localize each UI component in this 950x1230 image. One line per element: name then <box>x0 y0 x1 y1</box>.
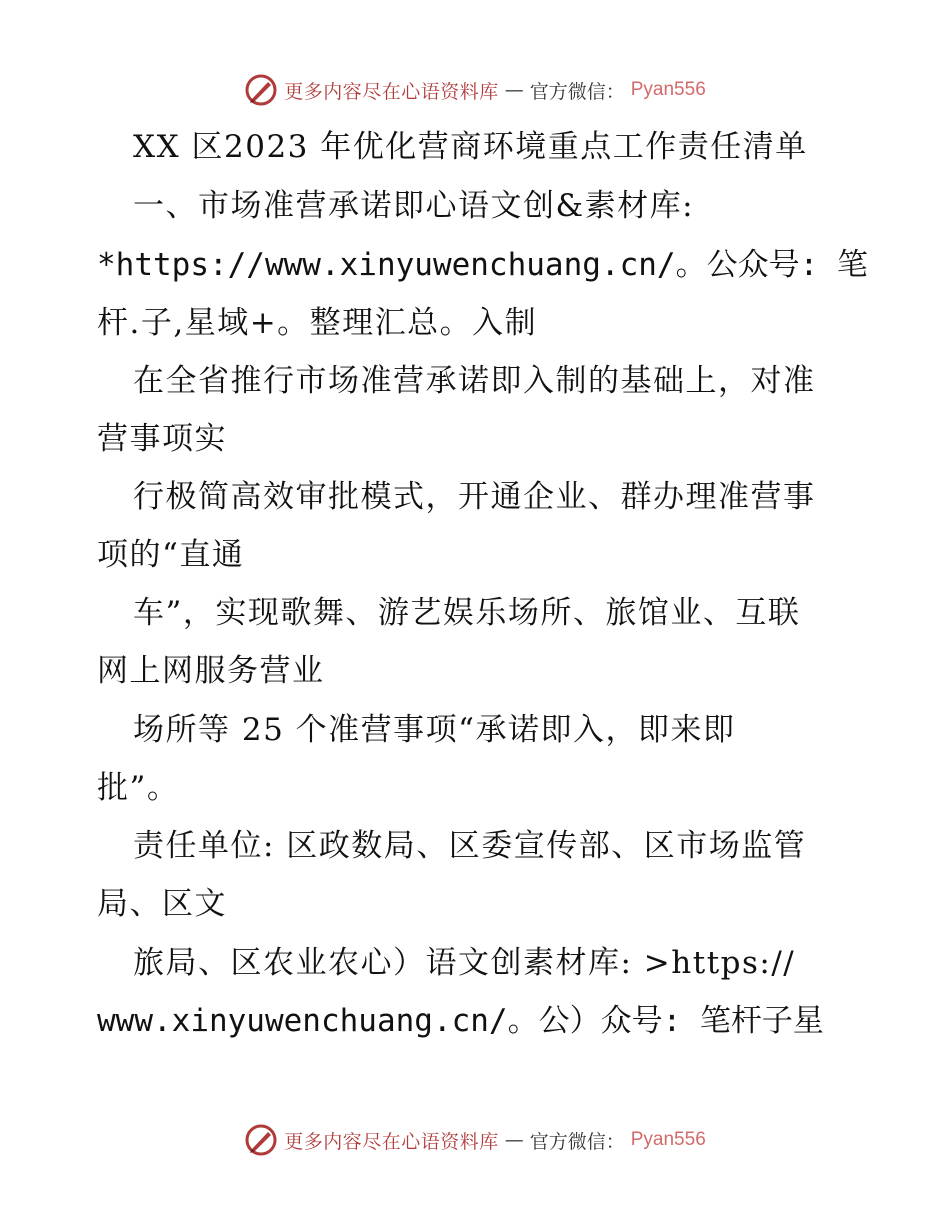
watermark-wechat-label: 官方微信： <box>529 1130 625 1153</box>
document-title: XX 区2023 年优化营商环境重点工作责任清单 <box>133 129 808 165</box>
text-line: 局、区文 <box>97 886 227 922</box>
watermark-text: 更多内容尽在心语资料库 <box>284 80 499 103</box>
text-line: 营事项实 <box>97 421 227 457</box>
text-line: 责任单位: 区政数局、区委宣传部、区市场监管 <box>133 828 807 864</box>
watermark-wechat-id: Pyan556 <box>630 1129 706 1150</box>
watermark-wechat-label: 官方微信： <box>529 80 625 103</box>
text-line: 一、市场准营承诺即心语文创&素材库: <box>133 188 695 224</box>
text-line: 杆.子,星域+。整理汇总。入制 <box>97 305 538 341</box>
text-line: *https://www.xinyuwenchuang.cn/。公众号: 笔 <box>97 247 868 283</box>
header-watermark <box>0 70 950 110</box>
text-line: 车”，实现歌舞、游艺娱乐场所、旅馆业、互联 <box>133 595 801 631</box>
text-line: 场所等 25 个准营事项“承诺即入，即来即 <box>133 712 736 748</box>
text-line: 行极简高效审批模式，开通企业、群办理准营事 <box>133 479 816 515</box>
watermark-dash: — <box>504 1129 524 1151</box>
pen-logo-icon <box>244 1123 278 1157</box>
text-line: 批”。 <box>97 770 180 806</box>
text-line: 项的“直通 <box>97 537 245 573</box>
watermark-dash: — <box>504 79 524 101</box>
watermark-text: 更多内容尽在心语资料库 <box>284 1130 499 1153</box>
text-line: 网上网服务营业 <box>97 653 325 689</box>
text-line: www.xinyuwenchuang.cn/。公）众号: 笔杆子星 <box>97 1003 824 1039</box>
pen-logo-icon <box>244 73 278 107</box>
watermark-wechat-id: Pyan556 <box>630 79 706 100</box>
text-line: 旅局、区农业农心）语文创素材库: >https:// <box>133 945 796 981</box>
footer-watermark <box>0 1120 950 1160</box>
text-line: 在全省推行市场准营承诺即入制的基础上，对准 <box>133 363 816 399</box>
